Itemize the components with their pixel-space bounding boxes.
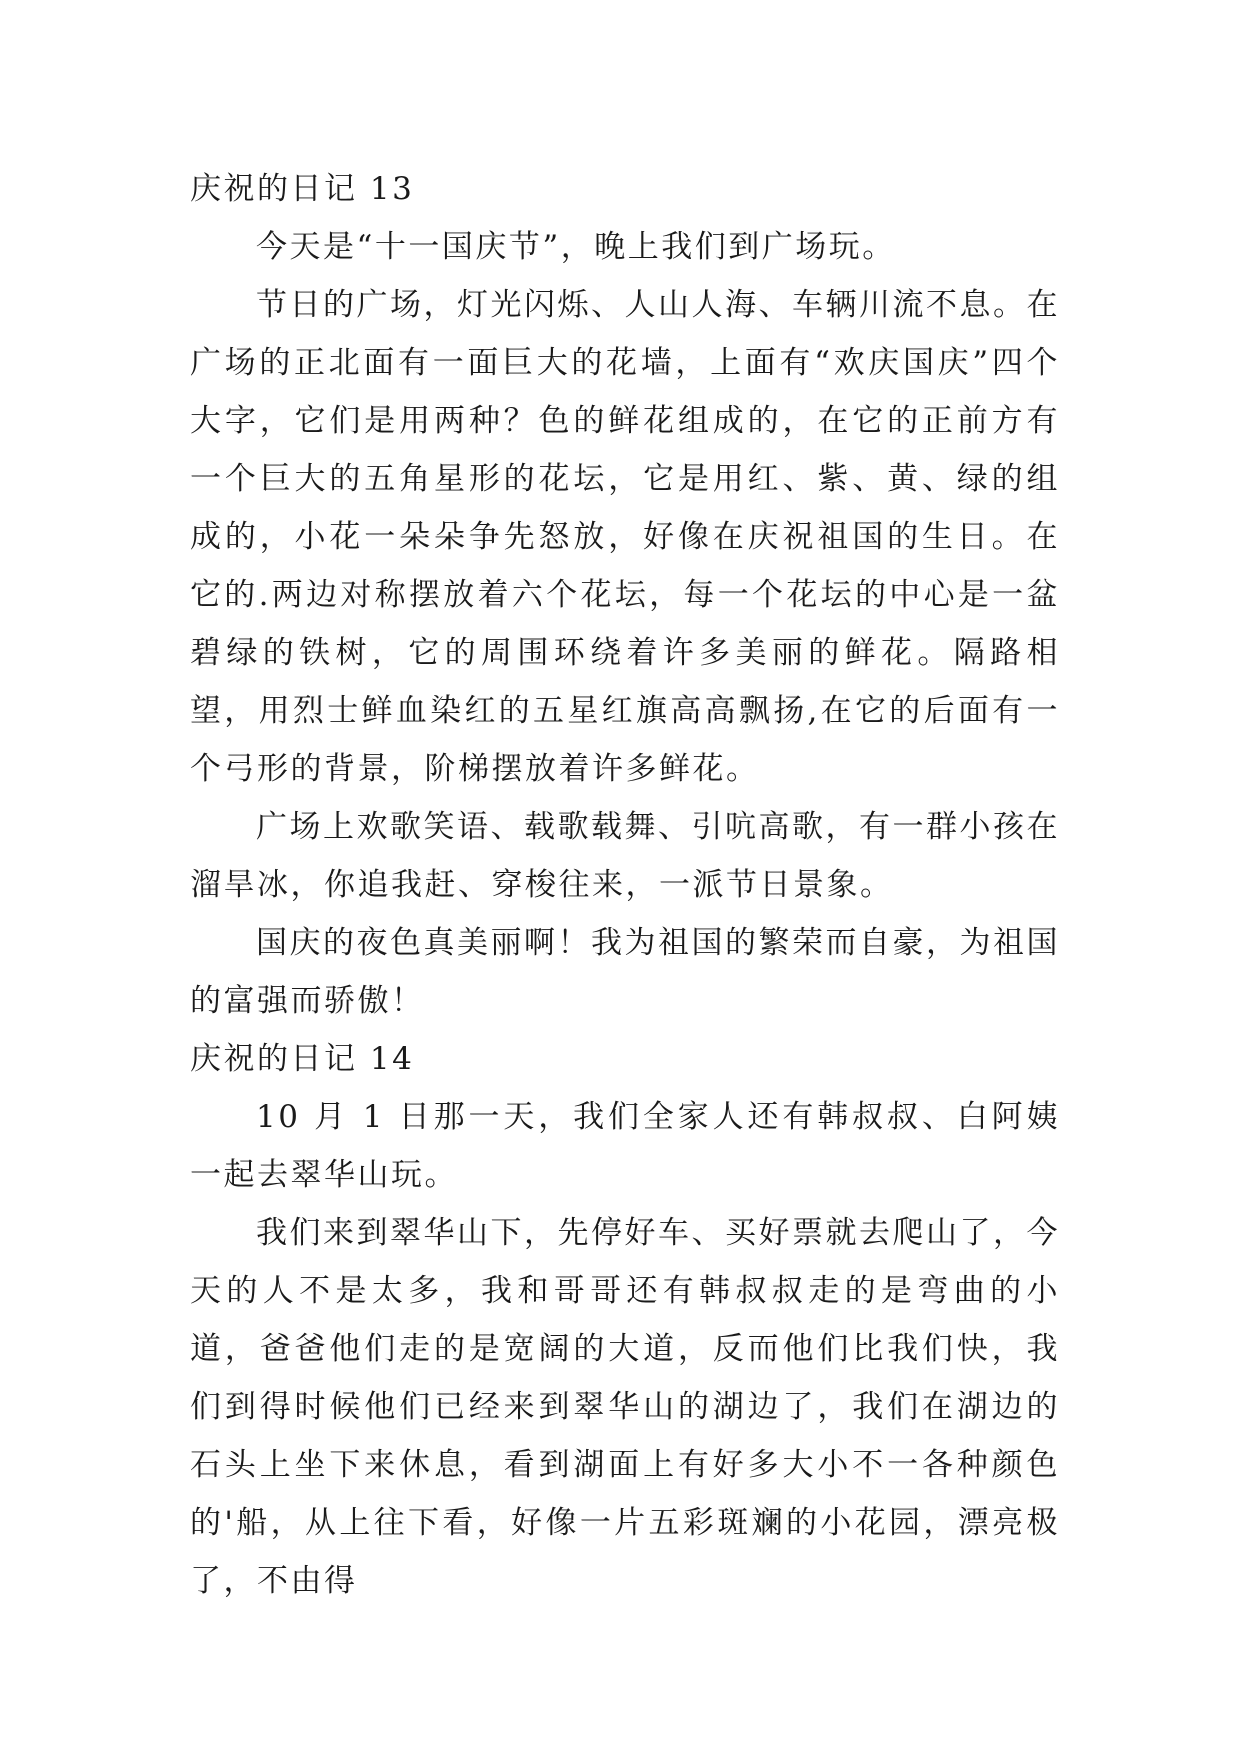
- document-body: [190, 160, 1060, 1610]
- diary-entry-13: [190, 160, 1060, 1030]
- entry-title: 庆祝的日记 13: [190, 171, 415, 207]
- diary-entry-14: [190, 1030, 1060, 1610]
- paragraph: 广场上欢歌笑语、载歌载舞、引吭高歌，有一群小孩在溜旱冰，你追我赶、穿梭往来，一派节日景象。: [190, 809, 1060, 903]
- entry-title: 庆祝的日记 14: [190, 1041, 415, 1077]
- paragraph: 我们来到翠华山下，先停好车、买好票就去爬山了，今天的人不是太多，我和哥哥还有韩叔叔走的是弯曲的小道，爸爸他们走的是宽阔的大道，反而他们比我们快，我们到得时候他们已经来到翠华山的湖边了，我们在湖边的石头上坐下来休息，看到湖面上有好多大小不一各种颜色的'船，从上往下看，好像一片五彩斑斓的小花园，漂亮极了，不由得: [190, 1215, 1060, 1599]
- paragraph: 国庆的夜色真美丽啊！我为祖国的繁荣而自豪，为祖国的富强而骄傲！: [190, 925, 1060, 1019]
- paragraph: 节日的广场，灯光闪烁、人山人海、车辆川流不息。在广场的正北面有一面巨大的花墙，上面有“欢庆国庆”四个大字，它们是用两种？色的鲜花组成的，在它的正前方有一个巨大的五角星形的花坛，它是用红、紫、黄、绿的组成的，小花一朵朵争先怒放，好像在庆祝祖国的生日。在它的.两边对称摆放着六个花坛，每一个花坛的中心是一盆碧绿的铁树，它的周围环绕着许多美丽的鲜花。隔路相望，用烈士鲜血染红的五星红旗高高飘扬,在它的后面有一个弓形的背景，阶梯摆放着许多鲜花。: [190, 287, 1060, 787]
- paragraph: 10 月 1 日那一天，我们全家人还有韩叔叔、白阿姨一起去翠华山玩。: [190, 1099, 1060, 1193]
- paragraph: 今天是“十一国庆节”，晚上我们到广场玩。: [256, 229, 896, 265]
